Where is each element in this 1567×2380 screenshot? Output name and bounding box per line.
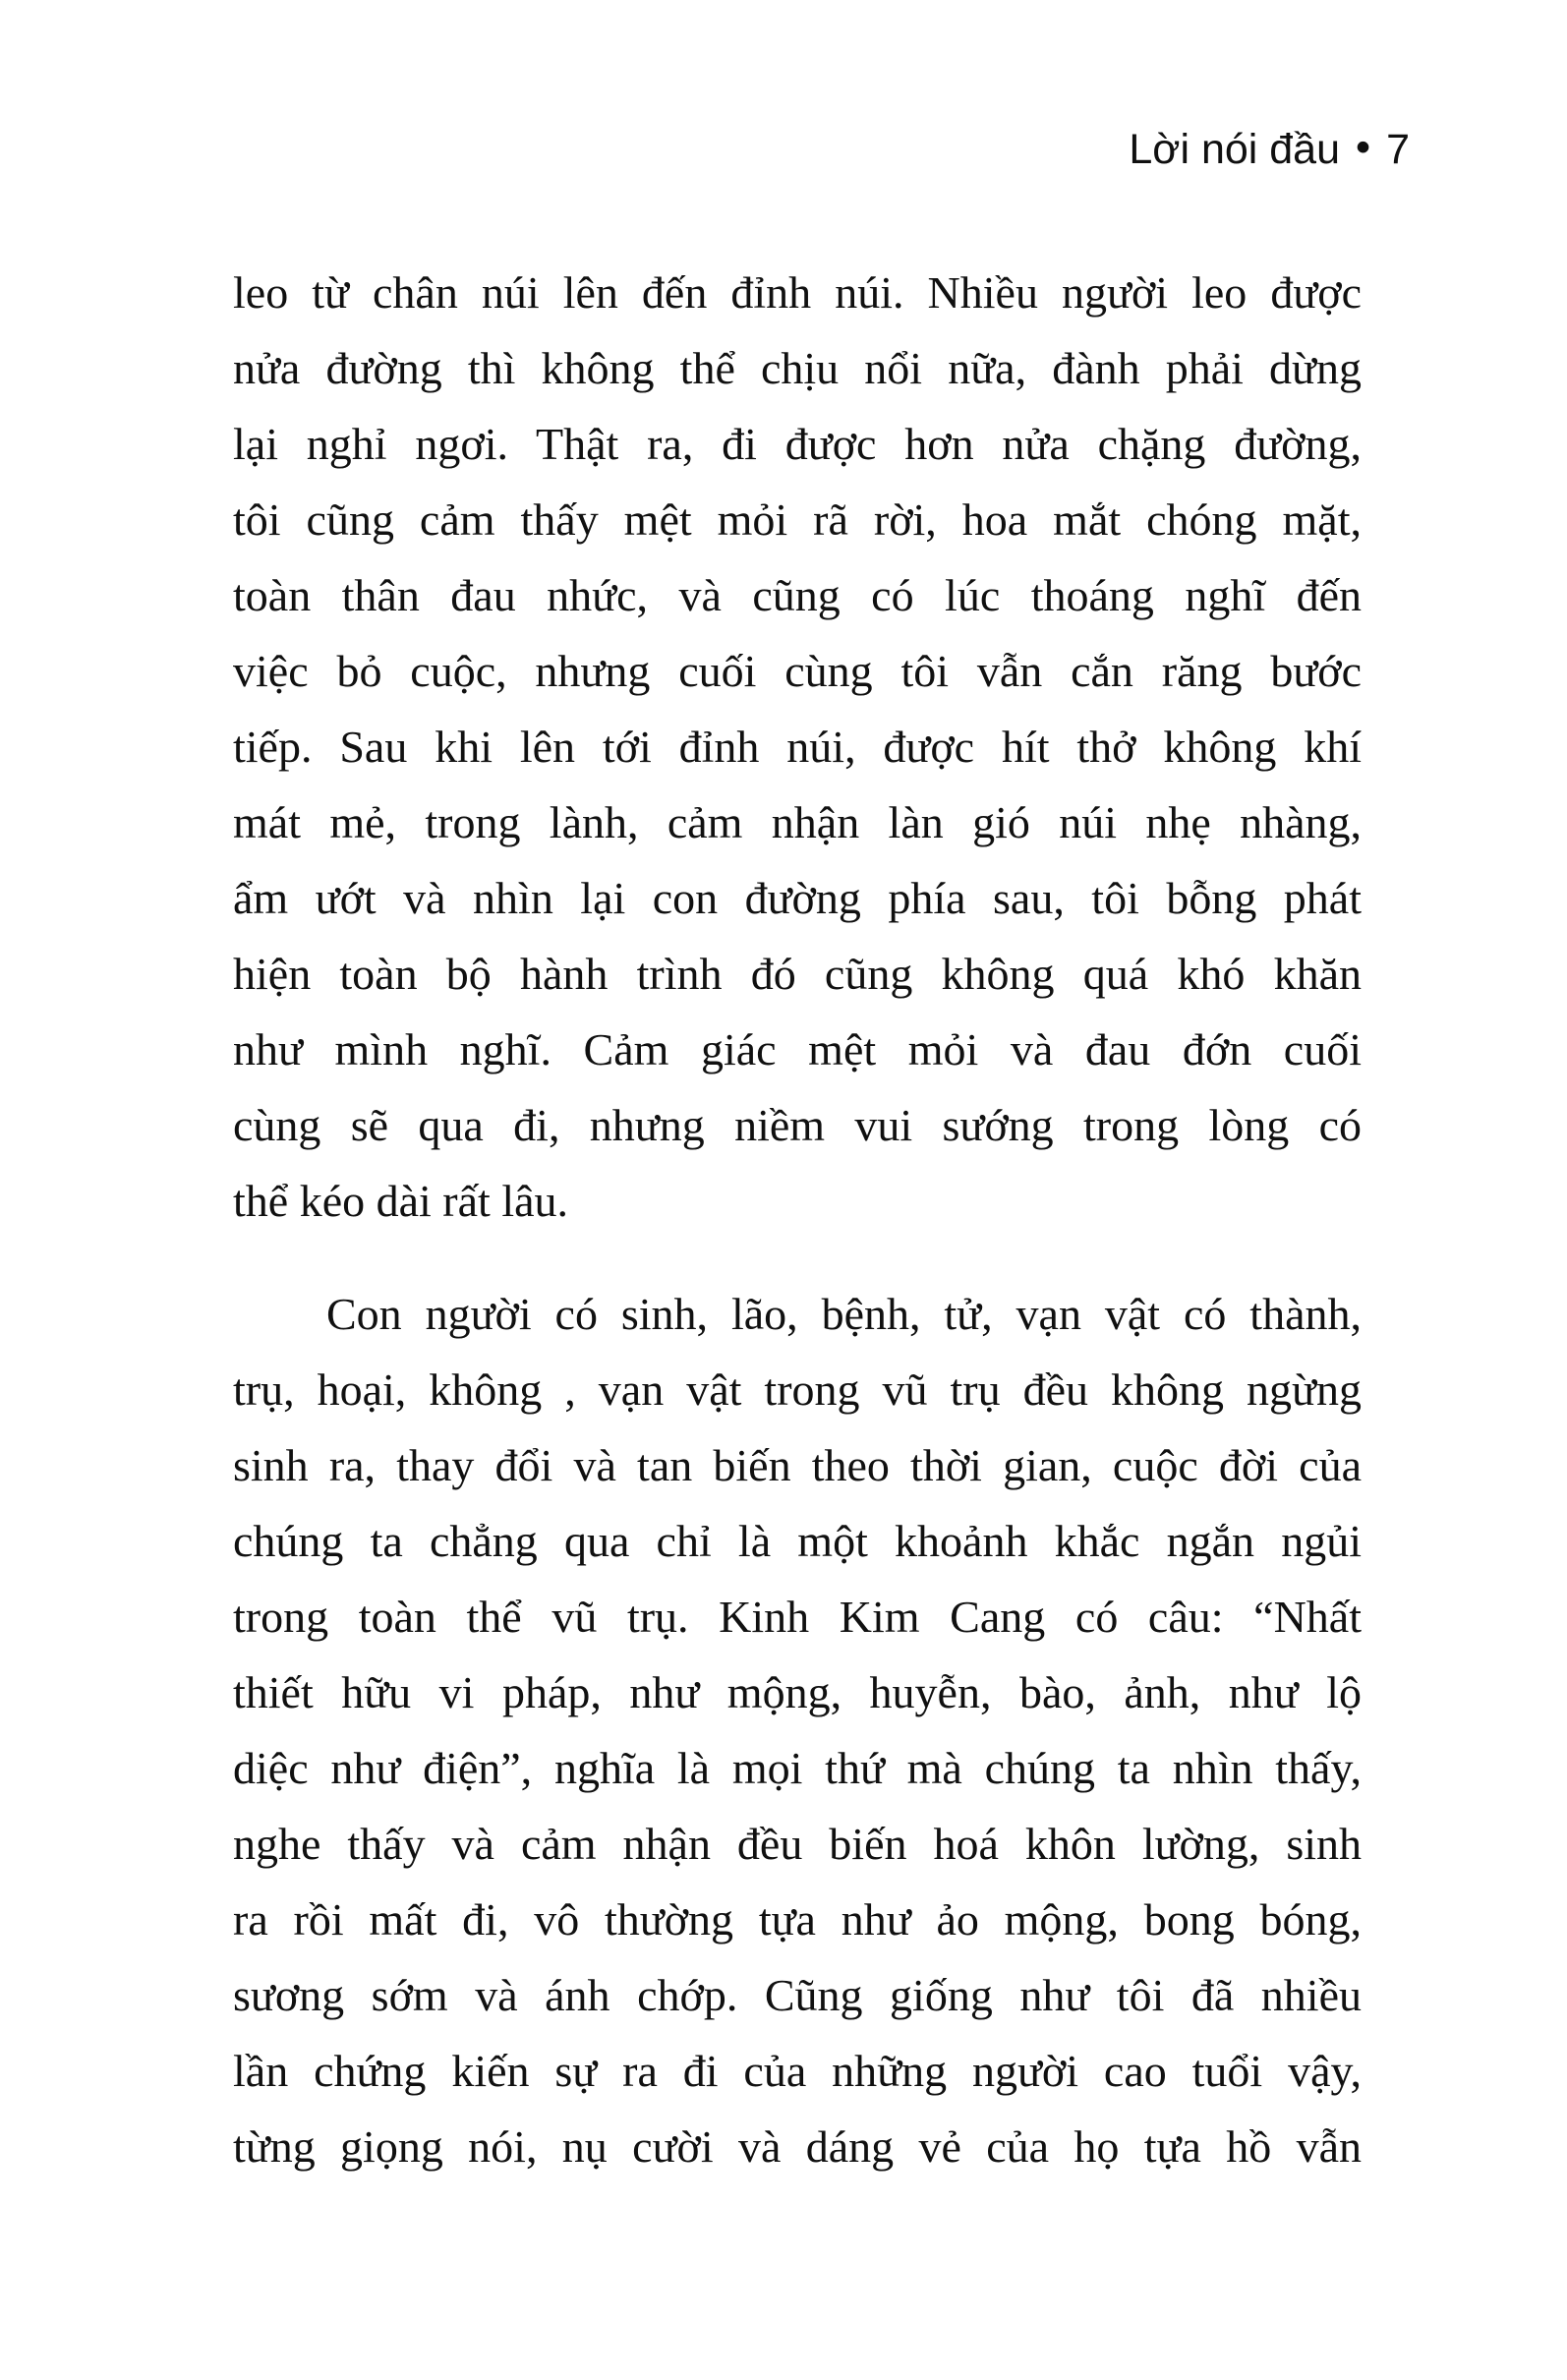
text-line: thể kéo dài rất lâu.: [233, 1176, 569, 1226]
text-line: mát mẻ, trong lành, cảm nhận làn gió núi nhẹ nhàng,: [233, 797, 1362, 847]
text-line: sương sớm và ánh chớp. Cũng giống như tôi đã nhiều: [233, 1970, 1362, 2020]
text-line: tôi cũng cảm thấy mệt mỏi rã rời, hoa mắt chóng mặt,: [233, 494, 1362, 545]
paragraph: [233, 1276, 1362, 2184]
text-line: sinh ra, thay đổi và tan biến theo thời gian, cuộc đời của: [233, 1440, 1362, 1490]
text-line: lại nghỉ ngơi. Thật ra, đi được hơn nửa chặng đường,: [233, 419, 1362, 469]
text-line: thiết hữu vi pháp, như mộng, huyễn, bào, ảnh, như lộ: [233, 1667, 1362, 1717]
text-line: như mình nghĩ. Cảm giác mệt mỏi và đau đớn cuối: [233, 1024, 1362, 1074]
text-line: ẩm ướt và nhìn lại con đường phía sau, tôi bỗng phát: [233, 873, 1362, 923]
text-line: hiện toàn bộ hành trình đó cũng không quá khó khăn: [233, 949, 1362, 999]
body-text: [233, 255, 1362, 2184]
text-line: việc bỏ cuộc, nhưng cuối cùng tôi vẫn cắn răng bước: [233, 646, 1362, 696]
text-line: từng giọng nói, nụ cười và dáng vẻ của họ tựa hồ vẫn: [233, 2121, 1362, 2172]
text-line: trong toàn thể vũ trụ. Kinh Kim Cang có câu: “Nhất: [233, 1592, 1362, 1642]
text-line: chúng ta chẳng qua chỉ là một khoảnh khắc ngắn ngủi: [233, 1516, 1362, 1566]
header-page-number: 7: [1386, 126, 1410, 173]
text-line: ra rồi mất đi, vô thường tựa như ảo mộng, bong bóng,: [233, 1894, 1362, 1945]
header-title: Lời nói đầu: [1129, 126, 1341, 173]
text-line: diệc như điện”, nghĩa là mọi thứ mà chúng ta nhìn thấy,: [233, 1743, 1362, 1793]
text-line: nửa đường thì không thể chịu nổi nữa, đành phải dừng: [233, 343, 1362, 393]
text-line: leo từ chân núi lên đến đỉnh núi. Nhiều người leo được: [233, 267, 1362, 318]
text-line: Con người có sinh, lão, bệnh, tử, vạn vật có thành,: [326, 1289, 1362, 1339]
paragraph: [233, 255, 1362, 1239]
text-line: tiếp. Sau khi lên tới đỉnh núi, được hít thở không khí: [233, 722, 1362, 772]
text-line: cùng sẽ qua đi, nhưng niềm vui sướng trong lòng có: [233, 1100, 1362, 1150]
running-header: [1129, 126, 1410, 174]
text-line: nghe thấy và cảm nhận đều biến hoá khôn lường, sinh: [233, 1819, 1362, 1869]
text-line: lần chứng kiến sự ra đi của những người cao tuổi vậy,: [233, 2046, 1362, 2096]
text-line: toàn thân đau nhức, và cũng có lúc thoáng nghĩ đến: [233, 570, 1362, 620]
header-bullet: •: [1356, 124, 1371, 171]
text-line: trụ, hoại, không , vạn vật trong vũ trụ đều không ngừng: [233, 1364, 1362, 1415]
